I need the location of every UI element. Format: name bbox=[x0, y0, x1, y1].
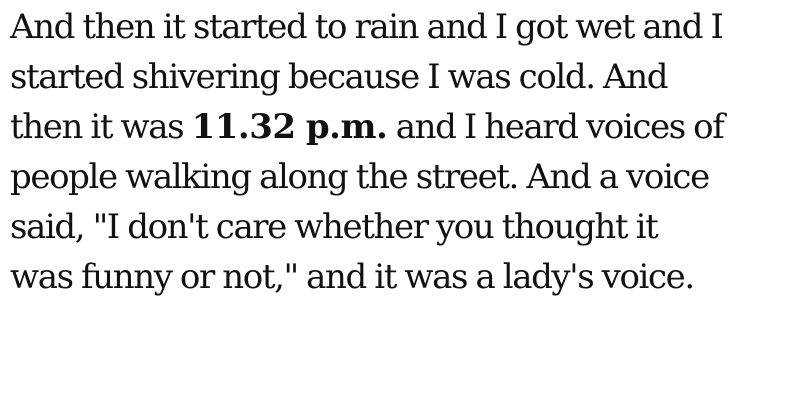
passage-line-5: said, "I don't care whether you thought it bbox=[10, 207, 658, 247]
passage-line-4: people walking along the street. And a voice bbox=[10, 157, 709, 197]
passage-line-3-start: then it was bbox=[10, 107, 192, 147]
story-passage bbox=[10, 2, 790, 302]
passage-line-3 bbox=[10, 102, 790, 152]
highlighted-time: 11.32 p.m. bbox=[191, 107, 388, 147]
passage-line-2: started shivering because I was cold. And bbox=[10, 57, 668, 97]
passage-line-6: was funny or not," and it was a lady's voice. bbox=[10, 257, 694, 297]
passage-line-3-end: and I heard voices of bbox=[387, 107, 724, 147]
passage-line-1: And then it started to rain and I got wet and I bbox=[10, 7, 723, 47]
